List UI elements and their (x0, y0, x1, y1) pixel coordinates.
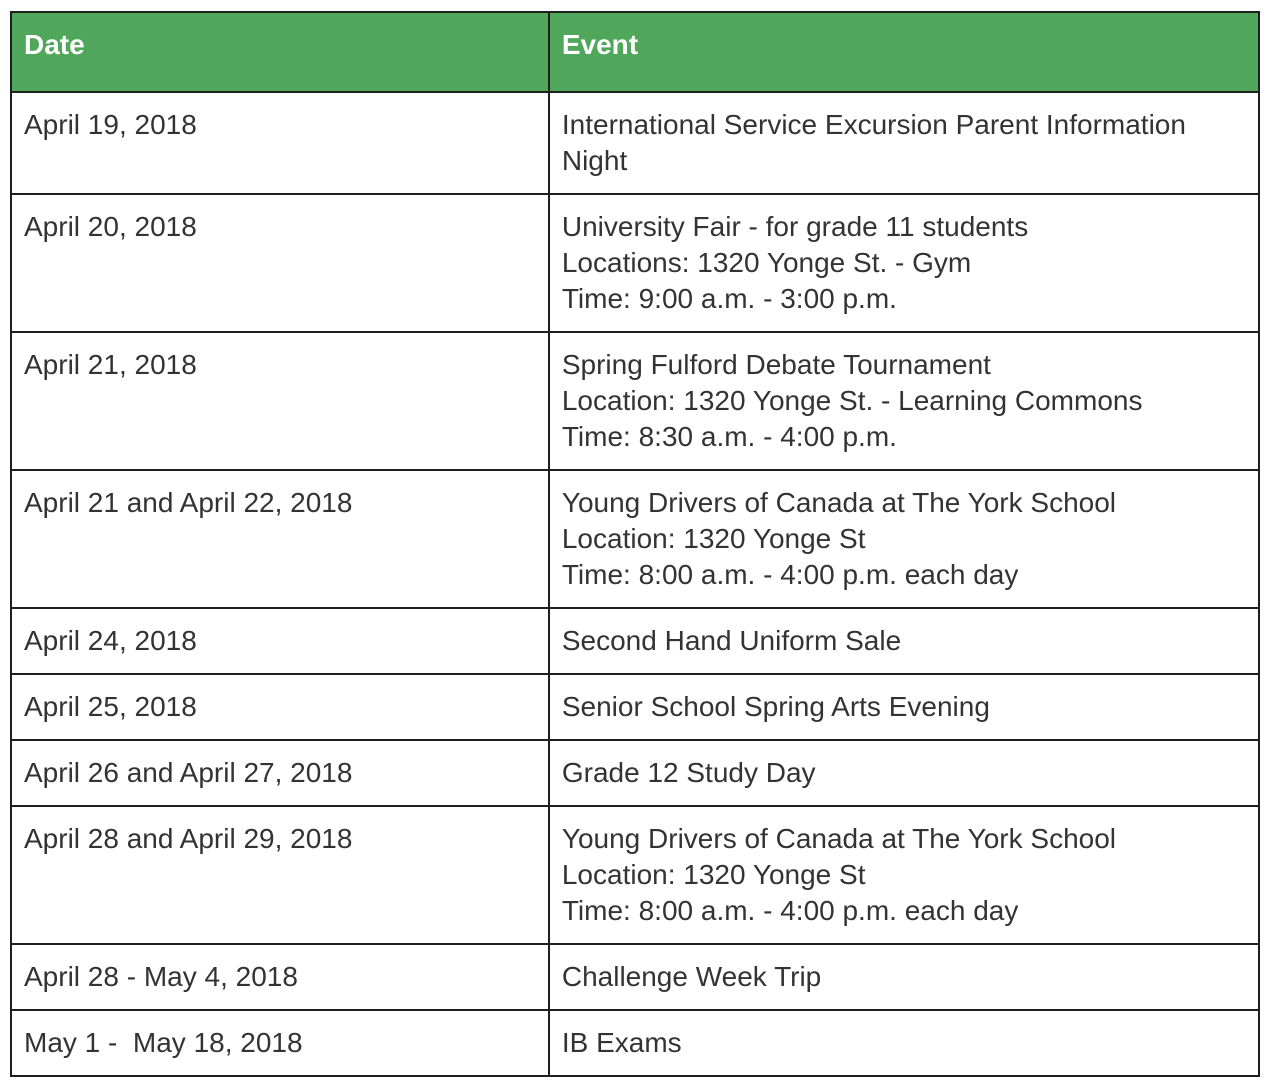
event-line: Locations: 1320 Yonge St. - Gym (561, 247, 972, 278)
event-cell (549, 470, 1259, 608)
date-cell: April 20, 2018 (11, 194, 549, 332)
event-line: Time: 9:00 a.m. - 3:00 p.m. (561, 283, 897, 314)
table-row (11, 470, 1259, 608)
date-cell: April 25, 2018 (11, 674, 549, 740)
table-row (11, 608, 1259, 674)
event-cell (549, 332, 1259, 470)
events-table (10, 11, 1260, 1077)
event-line: Challenge Week Trip (561, 961, 822, 992)
table-row (11, 332, 1259, 470)
event-line: Grade 12 Study Day (561, 757, 816, 788)
event-cell (549, 674, 1259, 740)
event-line: IB Exams (561, 1027, 682, 1058)
event-line: Location: 1320 Yonge St. - Learning Commons (561, 385, 1143, 416)
event-cell (549, 806, 1259, 944)
event-line: Time: 8:30 a.m. - 4:00 p.m. (561, 421, 897, 452)
event-line: University Fair - for grade 11 students (561, 211, 1029, 242)
event-line: Spring Fulford Debate Tournament (561, 349, 991, 380)
table-row (11, 740, 1259, 806)
date-cell: April 26 and April 27, 2018 (11, 740, 549, 806)
table-row (11, 674, 1259, 740)
event-cell (549, 1010, 1259, 1076)
event-cell (549, 92, 1259, 194)
date-cell: May 1 - May 18, 2018 (11, 1010, 549, 1076)
date-cell: April 21, 2018 (11, 332, 549, 470)
event-cell (549, 608, 1259, 674)
event-cell (549, 740, 1259, 806)
event-cell (549, 194, 1259, 332)
event-line: Young Drivers of Canada at The York School (561, 823, 1117, 854)
date-cell: April 24, 2018 (11, 608, 549, 674)
event-line: Location: 1320 Yonge St (561, 859, 866, 890)
table-row (11, 194, 1259, 332)
event-line: Time: 8:00 a.m. - 4:00 p.m. each day (561, 559, 1019, 590)
event-line: International Service Excursion Parent Information Night (561, 109, 1186, 176)
event-line: Second Hand Uniform Sale (561, 625, 902, 656)
date-cell: April 28 - May 4, 2018 (11, 944, 549, 1010)
table-header-row (11, 12, 1259, 92)
date-cell: April 21 and April 22, 2018 (11, 470, 549, 608)
event-line: Location: 1320 Yonge St (561, 523, 866, 554)
event-line: Young Drivers of Canada at The York School (561, 487, 1117, 518)
date-cell: April 19, 2018 (11, 92, 549, 194)
table-body (11, 92, 1259, 1076)
date-column-header: Date (11, 12, 549, 92)
event-cell (549, 944, 1259, 1010)
table-row (11, 1010, 1259, 1076)
date-cell: April 28 and April 29, 2018 (11, 806, 549, 944)
table-row (11, 944, 1259, 1010)
event-line: Senior School Spring Arts Evening (561, 691, 990, 722)
table-row (11, 92, 1259, 194)
table-row (11, 806, 1259, 944)
event-column-header: Event (549, 12, 1259, 92)
event-line: Time: 8:00 a.m. - 4:00 p.m. each day (561, 895, 1019, 926)
